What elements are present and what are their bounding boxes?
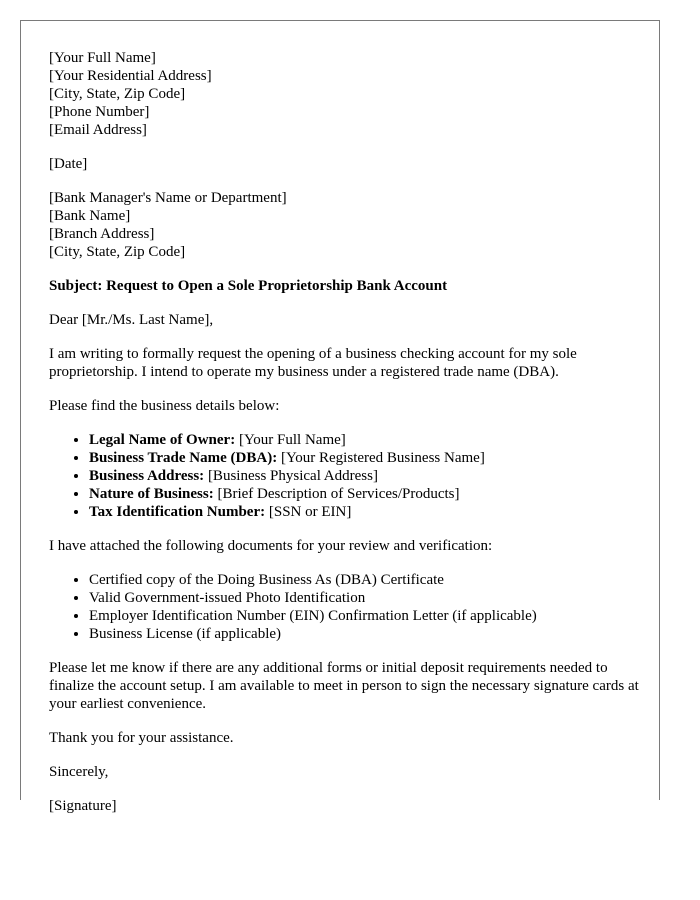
intro-paragraph: I am writing to formally request the opening of a business checking account for my sole proprietorship. I intend to operate my business under a registered trade name (DBA).	[49, 346, 577, 380]
detail-label: Nature of Business:	[89, 486, 214, 502]
document-item: • Employer Identification Number (EIN) Confirmation Letter (if applicable)	[89, 607, 639, 625]
detail-label: Business Address:	[89, 468, 205, 484]
letter-page	[20, 20, 660, 814]
sender-name: [Your Full Name]	[49, 50, 156, 66]
thanks-line: Thank you for your assistance.	[49, 730, 234, 746]
sender-block	[49, 49, 639, 139]
documents-list	[49, 571, 639, 643]
document-item: • Business License (if applicable)	[89, 625, 639, 643]
recipient-manager: [Bank Manager's Name or Department]	[49, 190, 287, 206]
closing-paragraph: Please let me know if there are any additional forms or initial deposit requirements needed to finalize the account setup. I am available to meet in person to sign the necessary signature cards at your earliest convenience.	[49, 660, 639, 712]
details-intro: Please find the business details below:	[49, 398, 280, 414]
business-details-list	[49, 431, 639, 521]
detail-value: [Business Physical Address]	[204, 468, 378, 484]
document-item: • Certified copy of the Doing Business As (DBA) Certificate	[89, 571, 639, 589]
letter-content	[49, 49, 639, 831]
recipient-branch-address: [Branch Address]	[49, 226, 155, 242]
sender-email: [Email Address]	[49, 122, 147, 138]
detail-label: Business Trade Name (DBA):	[89, 450, 278, 466]
detail-item-owner	[89, 431, 639, 449]
documents-intro: I have attached the following documents for your review and verification:	[49, 538, 493, 554]
letter-date: [Date]	[49, 156, 88, 172]
recipient-block	[49, 189, 639, 261]
recipient-city-state-zip: [City, State, Zip Code]	[49, 244, 186, 260]
sender-city-state-zip: [City, State, Zip Code]	[49, 86, 186, 102]
detail-item-tax-id	[89, 503, 639, 521]
document-item: • Valid Government-issued Photo Identification	[89, 589, 639, 607]
sender-phone: [Phone Number]	[49, 104, 150, 120]
detail-value: [SSN or EIN]	[265, 504, 352, 520]
signature-placeholder: [Signature]	[49, 798, 117, 814]
recipient-bank-name: [Bank Name]	[49, 208, 131, 224]
detail-value: [Your Registered Business Name]	[277, 450, 485, 466]
detail-label: Legal Name of Owner:	[89, 432, 236, 448]
detail-item-nature	[89, 485, 639, 503]
sender-address: [Your Residential Address]	[49, 68, 212, 84]
detail-label: Tax Identification Number:	[89, 504, 266, 520]
subject-line: Subject: Request to Open a Sole Proprietorship Bank Account	[49, 278, 448, 294]
sign-off: Sincerely,	[49, 764, 109, 780]
salutation: Dear [Mr./Ms. Last Name],	[49, 312, 214, 328]
detail-item-address	[89, 467, 639, 485]
detail-item-trade-name	[89, 449, 639, 467]
detail-value: [Your Full Name]	[235, 432, 346, 448]
detail-value: [Brief Description of Services/Products]	[213, 486, 460, 502]
